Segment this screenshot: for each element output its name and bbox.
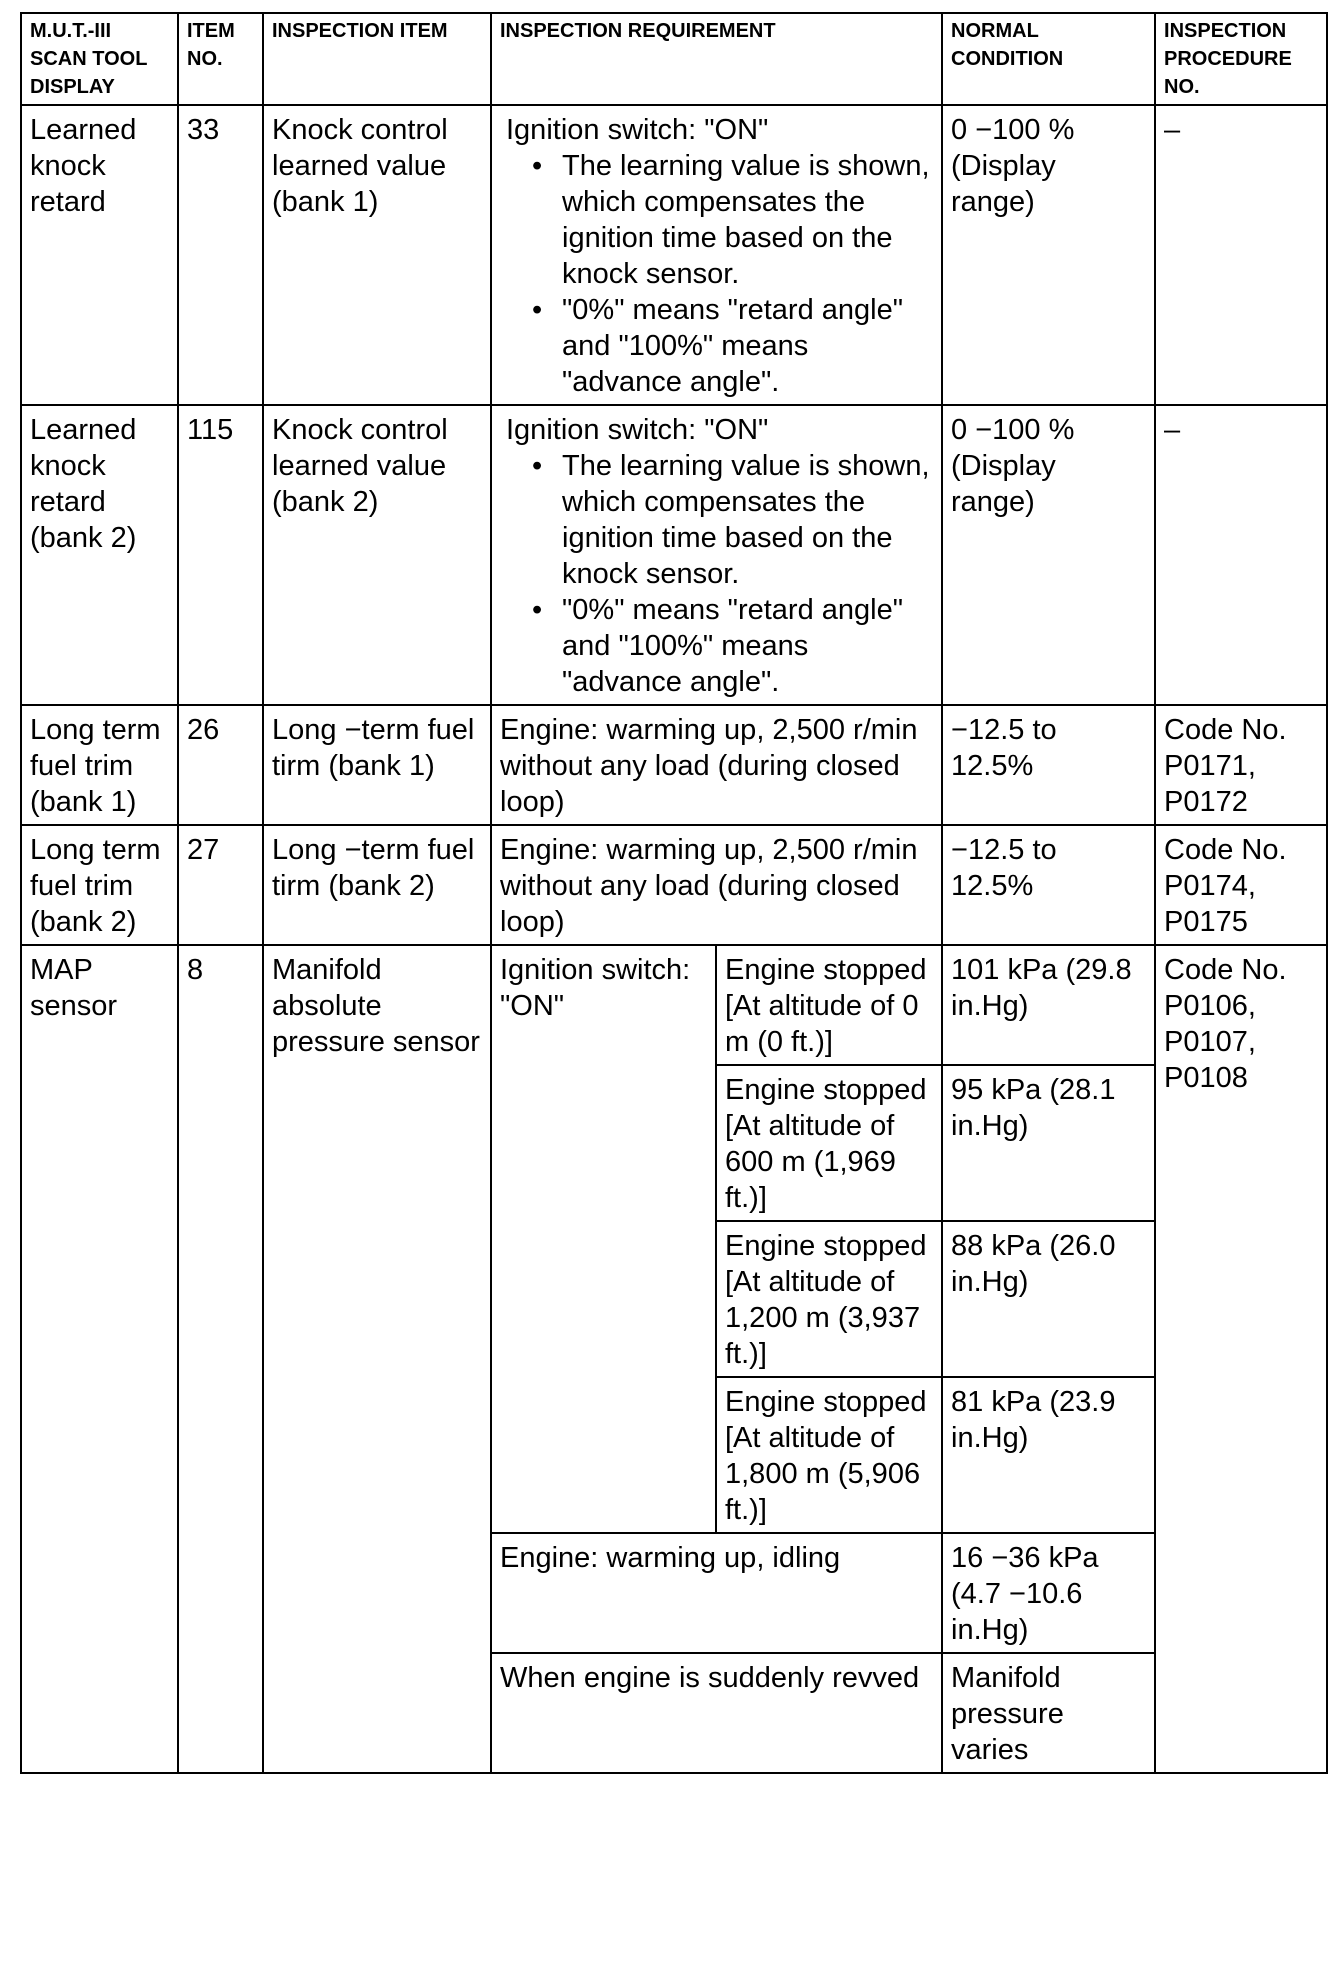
procedure-cell: Code No. P0171, P0172 [1155, 705, 1327, 825]
inspection-item-cell: Knock control learned value (bank 2) [263, 405, 491, 705]
procedure-cell: – [1155, 105, 1327, 405]
bullet-item: • The learning value is shown, which compensates the ignition time based on the knock sensor. [562, 148, 933, 292]
requirement-condition-cell: Ignition switch: "ON" [491, 945, 716, 1533]
header-item-no: ITEM NO. [178, 13, 263, 105]
normal-condition-cell: 0 −100 % (Display range) [942, 405, 1155, 705]
table-row [21, 945, 1327, 1065]
item-no-cell: 33 [178, 105, 263, 405]
requirement-cell: Engine: warming up, idling [491, 1533, 942, 1653]
normal-condition-cell: 81 kPa (23.9 in.Hg) [942, 1377, 1155, 1533]
requirement-cell [491, 105, 942, 405]
requirement-bullets [500, 448, 933, 700]
display-cell: MAP sensor [21, 945, 178, 1773]
requirement-cell: Engine: warming up, 2,500 r/min without any load (during closed loop) [491, 705, 942, 825]
table-header-row [21, 13, 1327, 105]
engine-state-cell: Engine stopped [At altitude of 1,200 m (3,937 ft.)] [716, 1221, 942, 1377]
display-cell: Learned knock retard [21, 105, 178, 405]
procedure-cell: – [1155, 405, 1327, 705]
header-requirement: INSPECTION REQUIREMENT [491, 13, 942, 105]
item-no-cell: 26 [178, 705, 263, 825]
bullet-item: • "0%" means "retard angle" and "100%" means "advance angle". [562, 292, 933, 400]
inspection-item-cell: Knock control learned value (bank 1) [263, 105, 491, 405]
normal-condition-cell: 16 −36 kPa (4.7 −10.6 in.Hg) [942, 1533, 1155, 1653]
requirement-intro: Ignition switch: "ON" [506, 414, 769, 446]
display-cell: Learned knock retard (bank 2) [21, 405, 178, 705]
header-procedure-no: INSPECTION PROCEDURE NO. [1155, 13, 1327, 105]
normal-condition-cell: 101 kPa (29.8 in.Hg) [942, 945, 1155, 1065]
requirement-bullets [500, 148, 933, 400]
table-row [21, 825, 1327, 945]
display-cell: Long term fuel trim (bank 1) [21, 705, 178, 825]
inspection-table [20, 12, 1328, 1774]
inspection-item-cell: Long −term fuel tirm (bank 1) [263, 705, 491, 825]
normal-condition-cell: −12.5 to 12.5% [942, 705, 1155, 825]
bullet-item: • "0%" means "retard angle" and "100%" means "advance angle". [562, 592, 933, 700]
normal-condition-cell: 95 kPa (28.1 in.Hg) [942, 1065, 1155, 1221]
requirement-intro: Ignition switch: "ON" [506, 114, 769, 146]
item-no-cell: 8 [178, 945, 263, 1773]
header-inspection-item: INSPECTION ITEM [263, 13, 491, 105]
header-display: M.U.T.-III SCAN TOOL DISPLAY [21, 13, 178, 105]
normal-condition-cell: 88 kPa (26.0 in.Hg) [942, 1221, 1155, 1377]
item-no-cell: 27 [178, 825, 263, 945]
display-cell: Long term fuel trim (bank 2) [21, 825, 178, 945]
bullet-item: • The learning value is shown, which compensates the ignition time based on the knock sensor. [562, 448, 933, 592]
normal-condition-cell: 0 −100 % (Display range) [942, 105, 1155, 405]
engine-state-cell: Engine stopped [At altitude of 600 m (1,969 ft.)] [716, 1065, 942, 1221]
engine-state-cell: Engine stopped [At altitude of 1,800 m (5,906 ft.)] [716, 1377, 942, 1533]
requirement-cell: When engine is suddenly revved [491, 1653, 942, 1773]
inspection-item-cell: Manifold absolute pressure sensor [263, 945, 491, 1773]
header-normal-condition: NORMAL CONDITION [942, 13, 1155, 105]
table-row [21, 105, 1327, 405]
normal-condition-cell: Manifold pressure varies [942, 1653, 1155, 1773]
procedure-cell: Code No. P0106, P0107, P0108 [1155, 945, 1327, 1773]
table-row [21, 705, 1327, 825]
normal-condition-cell: −12.5 to 12.5% [942, 825, 1155, 945]
item-no-cell: 115 [178, 405, 263, 705]
requirement-cell: Engine: warming up, 2,500 r/min without any load (during closed loop) [491, 825, 942, 945]
procedure-cell: Code No. P0174, P0175 [1155, 825, 1327, 945]
table-row [21, 405, 1327, 705]
inspection-item-cell: Long −term fuel tirm (bank 2) [263, 825, 491, 945]
requirement-cell [491, 405, 942, 705]
engine-state-cell: Engine stopped [At altitude of 0 m (0 ft.)] [716, 945, 942, 1065]
